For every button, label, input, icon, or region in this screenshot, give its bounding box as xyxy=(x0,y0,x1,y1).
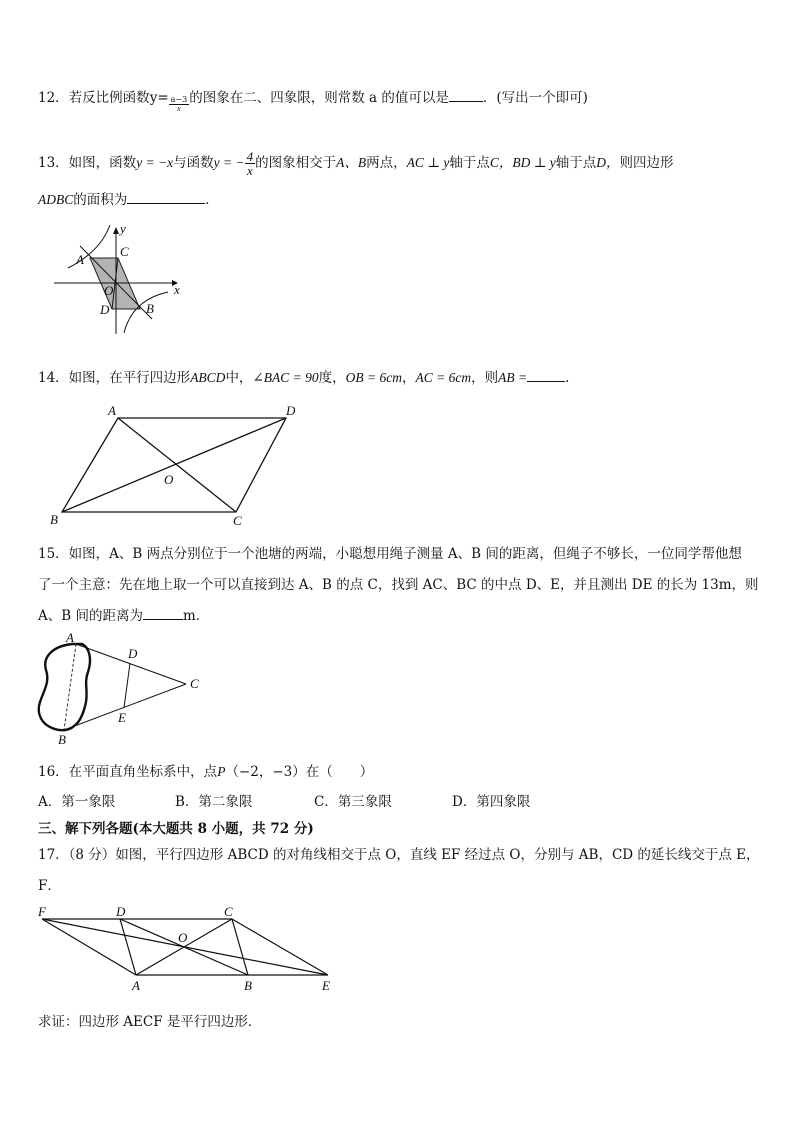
section-3-heading: 三、解下列各题(本大题共 8 小题，共 72 分) xyxy=(38,821,314,837)
q14-label-o: O xyxy=(164,472,174,487)
q14-label-c: C xyxy=(233,513,242,528)
q13-label-d: D xyxy=(100,302,110,317)
q15-label-b: B xyxy=(58,732,66,747)
q13-d: D， xyxy=(596,155,620,170)
q14-answer-blank[interactable] xyxy=(527,367,565,382)
q13-fraction xyxy=(245,150,256,177)
question-15-line-3 xyxy=(38,604,209,624)
q17-label-b: B xyxy=(244,978,252,993)
q12-fraction xyxy=(169,96,190,113)
q13-label-o: O xyxy=(104,283,114,298)
q17-label-d: D xyxy=(116,904,126,919)
q12-answer-blank[interactable] xyxy=(449,87,483,102)
q14-ab: AB = xyxy=(498,370,528,385)
q13-label-a: A xyxy=(76,252,84,267)
q13-c: C， xyxy=(489,155,513,170)
q15-text-b: m． xyxy=(182,608,210,624)
q14-label-d: D xyxy=(286,403,296,418)
q13-label-y: y xyxy=(120,221,126,236)
q13-text-b: 与函数 xyxy=(173,155,214,171)
q13-formula-1: y = −x xyxy=(136,155,174,170)
q14-angle: ∠BAC = 90 xyxy=(252,370,319,385)
q14-ob: OB = 6cm xyxy=(345,370,402,385)
q13-points: A、B xyxy=(336,155,367,170)
q16-option-c[interactable]: C．第三象限 xyxy=(314,794,392,810)
q16-coords: （−2，−3）在（ ） xyxy=(225,764,374,780)
q17-line-ef xyxy=(42,919,328,975)
q15-label-a: A xyxy=(66,630,74,645)
q14-abcd: ABCD xyxy=(190,370,226,385)
q12-frac-den: x xyxy=(177,104,181,113)
question-15-line-2: 了一个主意：先在地上取一个可以直接到达 A、B 的点 C，找到 AC、BC 的中点 D、E，并且测出 DE 的长为 13m，则 xyxy=(38,577,759,593)
q14-diagonal-bd xyxy=(62,418,286,512)
q13-text-g: 则四边形 xyxy=(619,155,674,171)
q17-proof-statement: 求证：四边形 AECF 是平行四边形． xyxy=(38,1014,262,1030)
q13-ac: AC ⊥ y xyxy=(406,155,450,170)
q14-text-e: ，则 xyxy=(471,370,499,386)
q14-diagonal-ac xyxy=(118,418,236,512)
q12-text: 的图象在二、四象限，则常数 a 的值可以是 xyxy=(189,90,449,106)
q15-dashed-ab xyxy=(64,644,76,730)
q12-frac-num: a−3 xyxy=(170,95,188,104)
q13-bd: BD ⊥ y xyxy=(512,155,556,170)
question-12 xyxy=(38,86,588,113)
q14-text-b: 中， xyxy=(225,370,253,386)
q15-pond-outline xyxy=(39,644,90,730)
question-17-line-2: F． xyxy=(38,878,61,894)
q13-text-c: 的图象相交于 xyxy=(255,155,337,171)
q12-tail: ．(写出一个即可) xyxy=(482,90,588,106)
q14-text-d: ， xyxy=(401,370,416,386)
q15-label-c: C xyxy=(190,676,199,691)
question-13-line-1 xyxy=(38,150,674,177)
q13-adbc: ADBC xyxy=(38,192,74,207)
q13-text-area: 的面积为 xyxy=(73,192,128,208)
q17-segment-ce xyxy=(232,919,328,975)
q16-option-b[interactable]: B．第二象限 xyxy=(175,794,253,810)
q16-option-d[interactable]: D．第四象限 xyxy=(452,794,531,810)
q14-label-a: A xyxy=(108,403,116,418)
q14-figure xyxy=(46,402,316,530)
q14-text-a: 14．如图，在平行四边形 xyxy=(38,370,191,386)
question-13-line-2 xyxy=(38,188,219,208)
q13-text-e: 轴于点 xyxy=(449,155,490,171)
q15-label-e: E xyxy=(118,710,126,725)
question-14 xyxy=(38,366,569,386)
q13-text-f: 轴于点 xyxy=(555,155,597,171)
q13-figure xyxy=(50,222,190,337)
q12-y-eq: y= xyxy=(149,90,169,106)
q17-label-e: E xyxy=(322,978,330,993)
q13-label-x: x xyxy=(174,282,180,297)
q17-label-c: C xyxy=(224,904,233,919)
q14-label-b: B xyxy=(50,512,58,527)
q16-point-p: P xyxy=(217,764,226,779)
q15-figure xyxy=(34,632,214,750)
q16-option-a[interactable]: A．第一象限 xyxy=(38,794,116,810)
q17-label-f: F xyxy=(38,904,46,919)
q12-number-text: 12．若反比例函数 xyxy=(38,90,150,106)
q13-text-d: 两点， xyxy=(366,155,407,171)
q17-label-a: A xyxy=(132,978,140,993)
q13-frac-num: 4 xyxy=(246,149,254,164)
question-16 xyxy=(38,760,373,780)
q13-formula-2-pre: y = − xyxy=(213,155,245,170)
q13-frac-den: x xyxy=(246,163,253,178)
q13-tail: ． xyxy=(205,192,219,208)
q15-answer-blank[interactable] xyxy=(143,605,183,620)
q14-ac: AC = 6cm xyxy=(415,370,472,385)
q15-segment-de xyxy=(124,663,130,708)
q13-label-b: B xyxy=(146,301,154,316)
q17-figure xyxy=(36,904,336,996)
q15-text-a: A、B 间的距离为 xyxy=(38,608,143,624)
q13-label-c: C xyxy=(120,244,129,259)
question-15-line-1: 15．如图，A、B 两点分别位于一个池塘的两端，小聪想用绳子测量 A、B 间的距离，但绳子不够长，一位同学帮他想 xyxy=(38,546,742,562)
q13-text-a: 13．如图，函数 xyxy=(38,155,137,171)
q17-label-o: O xyxy=(178,930,188,945)
q13-answer-blank[interactable] xyxy=(127,189,205,204)
q16-text-a: 16．在平面直角坐标系中，点 xyxy=(38,764,218,780)
q14-text-c: 度， xyxy=(318,370,346,386)
q13-y-arrow xyxy=(113,227,119,234)
question-17-line-1: 17．（8 分）如图，平行四边形 ABCD 的对角线相交于点 O，直线 EF 经过点 O，分别与 AB，CD 的延长线交于点 E， xyxy=(38,847,760,863)
q15-label-d: D xyxy=(128,646,138,661)
q14-tail: . xyxy=(565,370,570,386)
